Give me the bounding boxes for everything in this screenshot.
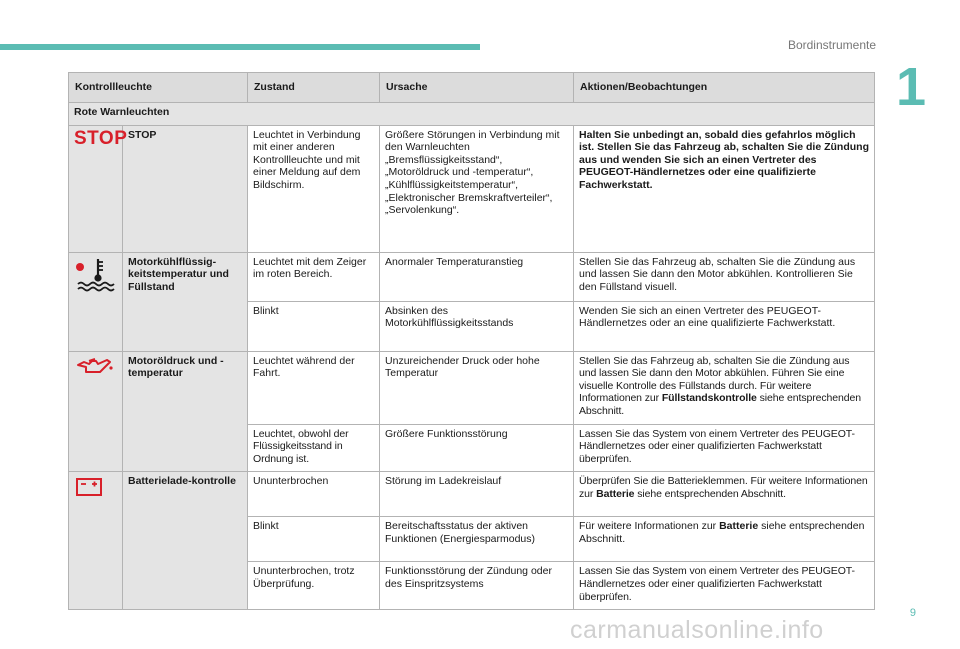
cause-cell: Größere Funktionsstörung [380, 424, 574, 472]
cause-cell: Größere Störungen in Verbindung mit den Warnleuchten „Bremsflüssigkeitsstand“, „Motoröldruck und -temperatur“, „Kühlflüssigkeitstemperatur“, „Elektronischer Bremskraftverteiler“, „Servolenkung“. [380, 125, 574, 252]
indicator-name: Motoröldruck und -temperatur [123, 351, 248, 472]
action-cell: Halten Sie unbedingt an, sobald dies gefahrlos möglich ist. Stellen Sie das Fahrzeug ab, schalten Sie die Zündung aus und wenden Sie sich an einen Vertreter des PEUGEOT-Händlernetzes oder eine qualifizierte Fachwerkstatt. [574, 125, 875, 252]
state-cell: Leuchtet mit dem Zeiger im roten Bereich. [248, 252, 380, 301]
action-cell: Für weitere Informationen zur Batterie siehe entsprechenden Abschnitt. [574, 517, 875, 562]
table-header-row [69, 73, 875, 103]
cause-cell: Funktionsstörung der Zündung oder des Einspritzsystems [380, 562, 574, 610]
group-header-row [69, 103, 875, 126]
indicator-name: Motorkühlflüssig-keitstemperatur und Füllstand [123, 252, 248, 351]
state-cell: Ununterbrochen, trotz Überprüfung. [248, 562, 380, 610]
state-cell: Ununterbrochen [248, 472, 380, 517]
state-cell: Blinkt [248, 517, 380, 562]
column-header: Ursache [380, 73, 574, 103]
table-row [69, 472, 875, 517]
warning-lights-table [68, 72, 875, 610]
table-row [69, 351, 875, 424]
indicator-name: Batterielade-kontrolle [123, 472, 248, 610]
cause-cell: Absinken des Motorkühlflüssigkeitsstands [380, 301, 574, 351]
stop-warning-icon: STOP [74, 127, 128, 149]
icon-cell [69, 125, 128, 252]
table-row [69, 125, 875, 252]
accent-bar [0, 44, 480, 50]
state-cell: Leuchtet, obwohl der Flüssigkeitsstand in Ordnung ist. [248, 424, 380, 472]
icon-cell [69, 252, 123, 351]
action-cell: Lassen Sie das System von einem Vertreter des PEUGEOT-Händlernetzes oder einer qualifizierten Fachwerkstatt überprüfen. [574, 424, 875, 472]
state-cell: Blinkt [248, 301, 380, 351]
column-header: Aktionen/Beobachtungen [574, 73, 875, 103]
table-row [69, 252, 875, 301]
action-cell: Überprüfen Sie die Batterieklemmen. Für weitere Informationen zur Batterie siehe entsprechenden Abschnitt. [574, 472, 875, 517]
page-number: 9 [909, 607, 916, 619]
watermark: carmanualsonline.info [570, 616, 824, 644]
oil-pressure-icon [74, 355, 114, 377]
indicator-name: STOP [123, 125, 248, 252]
icon-cell [69, 472, 123, 610]
action-cell: Lassen Sie das System von einem Vertreter des PEUGEOT-Händlernetzes oder einer qualifizierten Fachwerkstatt überprüfen. [574, 562, 875, 610]
column-header: Kontrollleuchte [69, 73, 248, 103]
cause-cell: Anormaler Temperaturanstieg [380, 252, 574, 301]
action-cell: Wenden Sie sich an einen Vertreter des PEUGEOT-Händlernetzes oder an eine qualifizierte Fachwerkstatt. [574, 301, 875, 351]
state-cell: Leuchtet in Verbindung mit einer anderen Kontrollleuchte und mit einer Meldung auf dem Bildschirm. [248, 125, 380, 252]
cause-cell: Störung im Ladekreislauf [380, 472, 574, 517]
battery-charge-icon [74, 475, 104, 497]
chapter-number: 1 [896, 57, 927, 117]
action-cell: Stellen Sie das Fahrzeug ab, schalten Sie die Zündung aus und lassen Sie dann den Motor abkühlen. Kontrollieren Sie den Füllstand visuell. [574, 252, 875, 301]
column-header: Zustand [248, 73, 380, 103]
group-title: Rote Warnleuchten [69, 103, 875, 126]
cause-cell: Unzureichender Druck oder hohe Temperatur [380, 351, 574, 424]
section-title: Bordinstrumente [787, 38, 876, 52]
icon-cell [69, 351, 123, 472]
cause-cell: Bereitschaftsstatus der aktiven Funktionen (Energiesparmodus) [380, 517, 574, 562]
action-cell: Stellen Sie das Fahrzeug ab, schalten Sie die Zündung aus und lassen Sie dann den Motor abkühlen. Führen Sie eine visuelle Kontrolle des Füllstands durch. Für weitere Informationen zur Füllstandskontrolle siehe entsprechenden Abschnitt. [574, 351, 875, 424]
state-cell: Leuchtet während der Fahrt. [248, 351, 380, 424]
coolant-temperature-icon [74, 256, 118, 292]
